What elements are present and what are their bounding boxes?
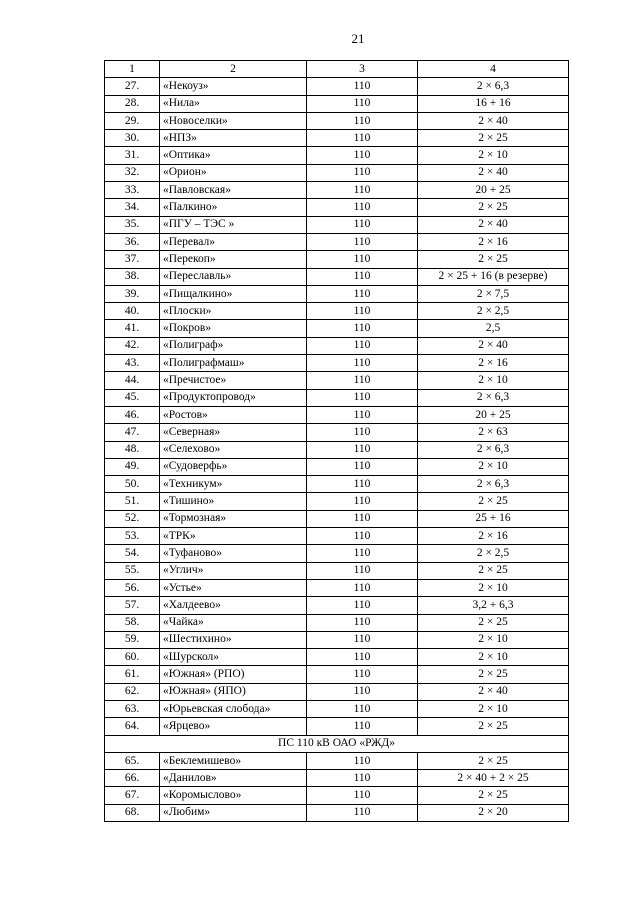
row-number-cell: 51. (105, 493, 160, 510)
row-number-cell: 58. (105, 614, 160, 631)
substation-name-cell: «Селехово» (160, 441, 307, 458)
table-row (105, 597, 569, 614)
substation-name-cell: «Южная» (РПО) (160, 666, 307, 683)
header-cell-2: 2 (160, 61, 307, 78)
voltage-kv-cell: 110 (307, 320, 418, 337)
substation-name-cell: «Переславль» (160, 268, 307, 285)
table-row (105, 164, 569, 181)
table-row (105, 372, 569, 389)
substation-name-cell: «Любим» (160, 804, 307, 821)
voltage-kv-cell: 110 (307, 649, 418, 666)
substation-name-cell: «Павловская» (160, 182, 307, 199)
table-row (105, 147, 569, 164)
row-number-cell: 53. (105, 528, 160, 545)
transformer-capacity-cell: 16 + 16 (418, 95, 569, 112)
table-row (105, 389, 569, 406)
header-cell-3: 3 (307, 61, 418, 78)
substation-name-cell: «Полиграфмаш» (160, 355, 307, 372)
table-row (105, 614, 569, 631)
substation-name-cell: «Покров» (160, 320, 307, 337)
substation-name-cell: «Полиграф» (160, 337, 307, 354)
row-number-cell: 61. (105, 666, 160, 683)
section-title: ПС 110 кВ ОАО «РЖД» (105, 735, 569, 752)
table-header-row (105, 61, 569, 78)
voltage-kv-cell: 110 (307, 164, 418, 181)
table-row (105, 528, 569, 545)
table-row (105, 493, 569, 510)
voltage-kv-cell: 110 (307, 406, 418, 423)
transformer-capacity-cell: 2 × 25 (418, 614, 569, 631)
transformer-capacity-cell: 2 × 10 (418, 372, 569, 389)
transformer-capacity-cell: 2,5 (418, 320, 569, 337)
substation-name-cell: «Судоверфь» (160, 458, 307, 475)
table-row (105, 406, 569, 423)
row-number-cell: 28. (105, 95, 160, 112)
substation-name-cell: «НПЗ» (160, 130, 307, 147)
row-number-cell: 30. (105, 130, 160, 147)
voltage-kv-cell: 110 (307, 458, 418, 475)
voltage-kv-cell: 110 (307, 614, 418, 631)
row-number-cell: 32. (105, 164, 160, 181)
row-number-cell: 27. (105, 78, 160, 95)
transformer-capacity-cell: 2 × 25 (418, 562, 569, 579)
row-number-cell: 33. (105, 182, 160, 199)
table-row (105, 441, 569, 458)
row-number-cell: 57. (105, 597, 160, 614)
transformer-capacity-cell: 2 × 10 (418, 147, 569, 164)
substation-name-cell: «Коромыслово» (160, 787, 307, 804)
table-row (105, 355, 569, 372)
voltage-kv-cell: 110 (307, 251, 418, 268)
voltage-kv-cell: 110 (307, 303, 418, 320)
voltage-kv-cell: 110 (307, 268, 418, 285)
transformer-capacity-cell: 2 × 2,5 (418, 545, 569, 562)
header-cell-1: 1 (105, 61, 160, 78)
substation-name-cell: «Плоски» (160, 303, 307, 320)
row-number-cell: 52. (105, 510, 160, 527)
voltage-kv-cell: 110 (307, 389, 418, 406)
substation-name-cell: «Перевал» (160, 233, 307, 250)
transformer-capacity-cell: 2 × 6,3 (418, 476, 569, 493)
transformer-capacity-cell: 2 × 16 (418, 233, 569, 250)
voltage-kv-cell: 110 (307, 95, 418, 112)
voltage-kv-cell: 110 (307, 510, 418, 527)
substation-name-cell: «Пречистое» (160, 372, 307, 389)
table-row (105, 233, 569, 250)
voltage-kv-cell: 110 (307, 182, 418, 199)
transformer-capacity-cell: 2 × 6,3 (418, 441, 569, 458)
voltage-kv-cell: 110 (307, 78, 418, 95)
transformer-capacity-cell: 20 + 25 (418, 406, 569, 423)
row-number-cell: 66. (105, 770, 160, 787)
substation-name-cell: «Ростов» (160, 406, 307, 423)
voltage-kv-cell: 110 (307, 424, 418, 441)
transformer-capacity-cell: 2 × 6,3 (418, 389, 569, 406)
voltage-kv-cell: 110 (307, 562, 418, 579)
transformer-capacity-cell: 3,2 + 6,3 (418, 597, 569, 614)
substation-name-cell: «Нила» (160, 95, 307, 112)
substation-name-cell: «Устье» (160, 579, 307, 596)
voltage-kv-cell: 110 (307, 476, 418, 493)
voltage-kv-cell: 110 (307, 666, 418, 683)
transformer-capacity-cell: 2 × 25 (418, 493, 569, 510)
substation-name-cell: «Данилов» (160, 770, 307, 787)
table-row (105, 285, 569, 302)
table-row (105, 579, 569, 596)
row-number-cell: 62. (105, 683, 160, 700)
substation-name-cell: «Шестихино» (160, 631, 307, 648)
transformer-capacity-cell: 2 × 25 (418, 666, 569, 683)
transformer-capacity-cell: 2 × 40 (418, 216, 569, 233)
substation-name-cell: «ПГУ – ТЭС » (160, 216, 307, 233)
substation-name-cell: «Палкино» (160, 199, 307, 216)
section-row (105, 735, 569, 752)
row-number-cell: 44. (105, 372, 160, 389)
transformer-capacity-cell: 25 + 16 (418, 510, 569, 527)
voltage-kv-cell: 110 (307, 770, 418, 787)
row-number-cell: 40. (105, 303, 160, 320)
table-row (105, 476, 569, 493)
transformer-capacity-cell: 2 × 40 (418, 683, 569, 700)
voltage-kv-cell: 110 (307, 579, 418, 596)
transformer-capacity-cell: 2 × 16 (418, 528, 569, 545)
transformer-capacity-cell: 2 × 16 (418, 355, 569, 372)
voltage-kv-cell: 110 (307, 285, 418, 302)
table-row (105, 787, 569, 804)
table-row (105, 718, 569, 735)
row-number-cell: 50. (105, 476, 160, 493)
voltage-kv-cell: 110 (307, 233, 418, 250)
transformer-capacity-cell: 2 × 6,3 (418, 78, 569, 95)
substation-name-cell: «Оптика» (160, 147, 307, 164)
voltage-kv-cell: 110 (307, 804, 418, 821)
voltage-kv-cell: 110 (307, 493, 418, 510)
voltage-kv-cell: 110 (307, 337, 418, 354)
table-row (105, 510, 569, 527)
transformer-capacity-cell: 2 × 40 (418, 337, 569, 354)
table-row (105, 631, 569, 648)
voltage-kv-cell: 110 (307, 718, 418, 735)
substation-name-cell: «Некоуз» (160, 78, 307, 95)
transformer-capacity-cell: 2 × 2,5 (418, 303, 569, 320)
table-row (105, 130, 569, 147)
table-row (105, 337, 569, 354)
transformer-capacity-cell: 2 × 25 + 16 (в резерве) (418, 268, 569, 285)
row-number-cell: 29. (105, 112, 160, 129)
page-number: 21 (351, 31, 365, 46)
row-number-cell: 68. (105, 804, 160, 821)
table-row (105, 562, 569, 579)
row-number-cell: 67. (105, 787, 160, 804)
transformer-capacity-cell: 2 × 25 (418, 199, 569, 216)
row-number-cell: 42. (105, 337, 160, 354)
table-row (105, 545, 569, 562)
substation-name-cell: «Ярцево» (160, 718, 307, 735)
substation-name-cell: «Шурскол» (160, 649, 307, 666)
substation-name-cell: «Тормозная» (160, 510, 307, 527)
row-number-cell: 64. (105, 718, 160, 735)
transformer-capacity-cell: 2 × 10 (418, 649, 569, 666)
voltage-kv-cell: 110 (307, 683, 418, 700)
voltage-kv-cell: 110 (307, 787, 418, 804)
table-row (105, 216, 569, 233)
row-number-cell: 63. (105, 700, 160, 717)
row-number-cell: 48. (105, 441, 160, 458)
table-row (105, 458, 569, 475)
substation-name-cell: «Перекоп» (160, 251, 307, 268)
table-row (105, 251, 569, 268)
row-number-cell: 55. (105, 562, 160, 579)
transformer-capacity-cell: 2 × 25 (418, 251, 569, 268)
voltage-kv-cell: 110 (307, 216, 418, 233)
voltage-kv-cell: 110 (307, 597, 418, 614)
transformer-capacity-cell: 2 × 25 (418, 718, 569, 735)
substation-name-cell: «Техникум» (160, 476, 307, 493)
transformer-capacity-cell: 2 × 10 (418, 579, 569, 596)
substation-name-cell: «Юрьевская слобода» (160, 700, 307, 717)
table-row (105, 112, 569, 129)
row-number-cell: 59. (105, 631, 160, 648)
transformer-capacity-cell: 2 × 10 (418, 458, 569, 475)
row-number-cell: 46. (105, 406, 160, 423)
transformer-capacity-cell: 2 × 10 (418, 631, 569, 648)
voltage-kv-cell: 110 (307, 545, 418, 562)
voltage-kv-cell: 110 (307, 441, 418, 458)
transformer-capacity-cell: 2 × 25 (418, 130, 569, 147)
transformer-capacity-cell: 2 × 7,5 (418, 285, 569, 302)
row-number-cell: 31. (105, 147, 160, 164)
voltage-kv-cell: 110 (307, 752, 418, 769)
table-row (105, 804, 569, 821)
table-row (105, 649, 569, 666)
substation-name-cell: «Орион» (160, 164, 307, 181)
voltage-kv-cell: 110 (307, 372, 418, 389)
voltage-kv-cell: 110 (307, 355, 418, 372)
transformer-capacity-cell: 2 × 63 (418, 424, 569, 441)
table-row (105, 199, 569, 216)
voltage-kv-cell: 110 (307, 147, 418, 164)
row-number-cell: 34. (105, 199, 160, 216)
transformer-capacity-cell: 2 × 10 (418, 700, 569, 717)
transformer-capacity-cell: 2 × 40 (418, 164, 569, 181)
substation-name-cell: «Туфаново» (160, 545, 307, 562)
substation-name-cell: «Тишино» (160, 493, 307, 510)
substation-name-cell: «Продуктопровод» (160, 389, 307, 406)
transformer-capacity-cell: 2 × 25 (418, 787, 569, 804)
table-row (105, 320, 569, 337)
row-number-cell: 43. (105, 355, 160, 372)
row-number-cell: 60. (105, 649, 160, 666)
transformer-capacity-cell: 2 × 40 (418, 112, 569, 129)
substations-table (104, 60, 569, 822)
voltage-kv-cell: 110 (307, 528, 418, 545)
substation-name-cell: «Углич» (160, 562, 307, 579)
table-row (105, 770, 569, 787)
row-number-cell: 35. (105, 216, 160, 233)
substation-name-cell: «Северная» (160, 424, 307, 441)
voltage-kv-cell: 110 (307, 130, 418, 147)
table-body (105, 61, 569, 822)
table-row (105, 268, 569, 285)
substation-name-cell: «Пищалкино» (160, 285, 307, 302)
voltage-kv-cell: 110 (307, 631, 418, 648)
transformer-capacity-cell: 20 + 25 (418, 182, 569, 199)
table-row (105, 752, 569, 769)
row-number-cell: 49. (105, 458, 160, 475)
substation-name-cell: «ТРК» (160, 528, 307, 545)
row-number-cell: 56. (105, 579, 160, 596)
row-number-cell: 54. (105, 545, 160, 562)
substation-name-cell: «Беклемишево» (160, 752, 307, 769)
table-row (105, 78, 569, 95)
row-number-cell: 39. (105, 285, 160, 302)
voltage-kv-cell: 110 (307, 199, 418, 216)
voltage-kv-cell: 110 (307, 700, 418, 717)
voltage-kv-cell: 110 (307, 112, 418, 129)
table-row (105, 683, 569, 700)
substation-name-cell: «Халдеево» (160, 597, 307, 614)
transformer-capacity-cell: 2 × 25 (418, 752, 569, 769)
row-number-cell: 47. (105, 424, 160, 441)
row-number-cell: 37. (105, 251, 160, 268)
table-row (105, 700, 569, 717)
substation-name-cell: «Новоселки» (160, 112, 307, 129)
substation-name-cell: «Южная» (ЯПО) (160, 683, 307, 700)
table-row (105, 666, 569, 683)
row-number-cell: 36. (105, 233, 160, 250)
row-number-cell: 45. (105, 389, 160, 406)
transformer-capacity-cell: 2 × 40 + 2 × 25 (418, 770, 569, 787)
row-number-cell: 65. (105, 752, 160, 769)
transformer-capacity-cell: 2 × 20 (418, 804, 569, 821)
substation-name-cell: «Чайка» (160, 614, 307, 631)
table-row (105, 424, 569, 441)
table-row (105, 95, 569, 112)
row-number-cell: 38. (105, 268, 160, 285)
row-number-cell: 41. (105, 320, 160, 337)
table-row (105, 303, 569, 320)
header-cell-4: 4 (418, 61, 569, 78)
table-row (105, 182, 569, 199)
